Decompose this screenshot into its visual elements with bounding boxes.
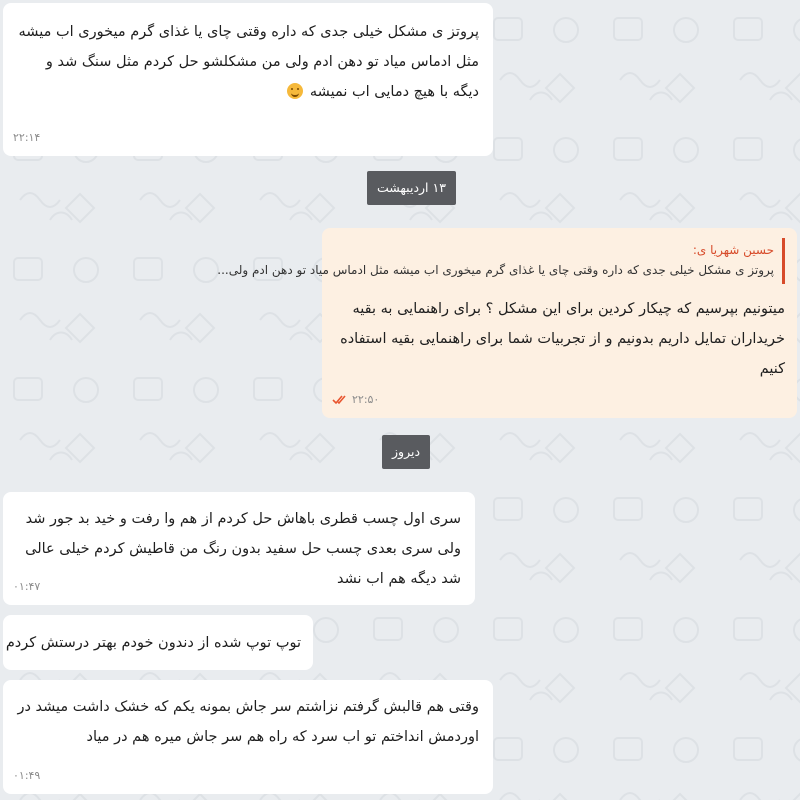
- message-text: وقتی هم قالبش گرفتم نزاشتم سر جاش بمونه یکم که خشک داشت میشد در اوردمش انداختم تو اب سرد که راه هم سر جاش میره هم در میاد: [17, 699, 479, 745]
- message-bubble-incoming[interactable]: [3, 680, 493, 794]
- message-time: ۲۲:۱۴: [13, 131, 41, 144]
- message-bubble-outgoing[interactable]: [217, 228, 797, 418]
- message-text: پروتز ی مشکل خیلی جدی که داره وقتی چای یا غذای گرم میخوری اب میشه مثل ادماس میاد تو دهن ادم ولی من مشکلشو حل کردم مثل سنگ شد و دیگه با هیچ دمایی اب نمیشه: [18, 24, 479, 100]
- message-bubble-incoming[interactable]: [3, 3, 493, 156]
- message-text: توپ توپ شده از دندون خودم بهتر درستش کردم: [5, 634, 301, 651]
- message-time: ۲۲:۵۰: [352, 393, 380, 406]
- message-text: سری اول چسب قطری باهاش حل کردم از هم وا رفت و خید بد جور شد ولی سری بعدی چسب حل سفید بدون رنگ من قاطیش کردم خیلی عالی شد دیگه هم اب نشد: [25, 511, 461, 587]
- message-meta: [332, 393, 379, 406]
- reply-preview-text: پروتز ی مشکل خیلی جدی که داره وقتی چای یا غذای گرم میخوری اب میشه مثل ادماس میاد تو دهن ادم ولی...: [217, 263, 774, 277]
- date-separator: ۱۳ اردیبهشت: [367, 171, 456, 205]
- reply-quote[interactable]: [217, 238, 785, 284]
- message-bubble-incoming[interactable]: [3, 492, 475, 605]
- date-separator: دیروز: [382, 435, 430, 469]
- double-check-icon: [332, 395, 348, 405]
- message-text: میتونیم بپرسیم که چیکار کردین برای این مشکل ؟ برای راهنمایی به بقیه خریداران تمایل داریم بدونیم و از تجربیات شما برای راهنمایی بقیه استفاده کنیم: [340, 301, 785, 377]
- message-time: ۰۱:۴۹: [13, 769, 41, 782]
- smiling-face-icon: [287, 83, 303, 99]
- reply-author: حسین شهریا ی:: [692, 243, 774, 257]
- message-time: ۰۱:۴۷: [13, 580, 41, 593]
- message-bubble-incoming[interactable]: [3, 615, 313, 670]
